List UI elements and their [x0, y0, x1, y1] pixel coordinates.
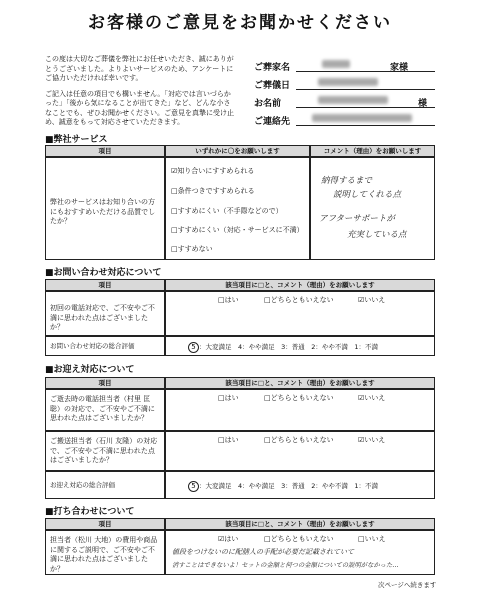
s3-q1-options: [165, 389, 435, 431]
s1-option-3[interactable]: □すすめにくい（不手際などので）: [171, 207, 283, 215]
s3-q1-neutral[interactable]: □どちらともいえない: [264, 394, 334, 402]
s1-comment-line-1: 納得するまで: [321, 176, 373, 186]
s2-rating-cell[interactable]: [165, 336, 435, 356]
s2-col-item: 項目: [45, 279, 165, 291]
family-name-field[interactable]: [240, 60, 435, 74]
s2-rating-scale: ：大変満足 4：やや満足 3：普通 2：やや不満 1：不満: [199, 343, 379, 351]
name-value: [318, 96, 388, 107]
s1-option-2[interactable]: □条件つきですすめられる: [171, 187, 255, 195]
contact-label: ご連絡先: [254, 117, 291, 127]
name-line: [296, 107, 435, 108]
name-field[interactable]: [240, 96, 435, 110]
family-name-label: ご葬家名: [254, 63, 291, 73]
name-label: お名前: [254, 99, 282, 109]
s4-comment-line-1: 値段をつけないのに配膳人の手配が必要だ記載されていて: [172, 548, 354, 556]
family-suffix: 家様: [390, 63, 409, 73]
section-pickup-heading: ■お迎え対応について: [45, 365, 135, 375]
family-name-value: [322, 60, 350, 71]
s4-q1-options: [165, 530, 435, 575]
s1-options-cell: [165, 157, 310, 260]
family-name-line: [296, 71, 435, 72]
s3-q1-no[interactable]: ☑いいえ: [358, 394, 386, 402]
s2-q1: 初回の電話対応で、ご不安やご不満に思われた点はございましたか？: [50, 304, 155, 331]
s2-q1-options: [165, 291, 435, 336]
s4-q1-yes[interactable]: ☑はい: [218, 535, 239, 543]
page-title: お客様のご意見をお聞かせください: [88, 13, 392, 33]
s2-rating: [188, 342, 378, 353]
s3-q2-no[interactable]: ☑いいえ: [358, 436, 386, 444]
s3-q2-options: [165, 431, 435, 471]
s2-q1-cell: [45, 291, 165, 336]
funeral-date-label: ご葬儀日: [254, 81, 291, 91]
contact-field[interactable]: [240, 114, 435, 128]
intro-paragraph-2: ご記入は任意の項目でも構いません。「対応では言いづらかった」「後から気になることが出てきた」など、どんな小さなことでも、ぜひお聞かせください。ご意見を真摯に受け止め、誠意をもって対応させていただきます。: [45, 89, 234, 126]
intro-text: [45, 55, 235, 134]
s3-q3: お迎え対応の総合評価: [50, 481, 115, 489]
s4-q1-neutral[interactable]: □どちらともいえない: [264, 535, 334, 543]
name-suffix: 様: [418, 99, 428, 109]
contact-line: [296, 125, 435, 126]
funeral-date-field[interactable]: [240, 78, 435, 92]
funeral-date-line: [296, 89, 435, 90]
section-service-heading: ■弊社サービス: [45, 135, 108, 145]
s1-option-1[interactable]: ☑知り合いにすすめられる: [171, 167, 255, 175]
s3-q3-cell: [45, 471, 165, 499]
s3-q1: ご逝去時の電話担当者（村里 匡聡）の対応で、ご不安やご不満に思われた点はございましたか？: [50, 395, 155, 422]
s1-option-5[interactable]: □すすめない: [171, 245, 213, 253]
section-inquiry-heading: ■お問い合わせ対応について: [45, 268, 162, 278]
section-meeting-heading: ■打ち合わせについて: [45, 507, 135, 517]
s1-col-comment: コメント（理由）をお願いします: [310, 145, 435, 157]
continue-note: 次ページへ続きます: [378, 581, 437, 589]
s3-q2-neutral[interactable]: □どちらともいえない: [264, 436, 334, 444]
funeral-date-value: [318, 78, 378, 89]
s2-q1-no[interactable]: ☑いいえ: [358, 296, 386, 304]
s2-q2: お問い合わせ対応の総合評価: [50, 342, 135, 350]
s3-rating-selected: 5: [188, 481, 199, 492]
s1-option-4[interactable]: □すすめにくい（対応・サービスに不満）: [171, 226, 304, 234]
s2-q2-cell: [45, 336, 165, 356]
s3-rating: [188, 481, 378, 492]
s3-q1-yes[interactable]: □はい: [218, 394, 239, 402]
s2-rating-selected: 5: [188, 342, 199, 353]
s4-q1: 担当者（松川 大地）の費用や商品に関するご説明で、ご不安やご不満に思われた点はございましたか？: [50, 536, 158, 573]
s1-comment-line-4: 充実している点: [347, 230, 407, 240]
s1-comment-line-2: 説明してくれる点: [333, 190, 402, 200]
intro-paragraph-1: この度は大切なご葬儀を弊社にお任せいただき、誠にありがとうございました。よりよいサービスのため、アンケートにご協力いただければ幸いです。: [45, 55, 234, 82]
s1-question: 弊社のサービスはお知り合いの方にもおすすめいただける品質でしたか？: [50, 198, 156, 225]
s4-q1-cell: [45, 530, 165, 575]
contact-value: [312, 114, 412, 125]
s2-q1-yes[interactable]: □はい: [218, 296, 239, 304]
s2-col-choice: 該当項目に□と、コメント（理由）をお願いします: [165, 279, 435, 291]
s4-comment-line-2: 消すことはできないよ！セットの金額と何つの金額についての説明がなかった…: [172, 562, 399, 569]
s3-q2-yes[interactable]: □はい: [218, 436, 239, 444]
s3-rating-scale: ：大変満足 4：やや満足 3：普通 2：やや不満 1：不満: [199, 482, 379, 490]
s4-col-choice: 該当項目に□と、コメント（理由）をお願いします: [165, 518, 435, 530]
s4-col-item: 項目: [45, 518, 165, 530]
s3-q2: ご搬送担当者（石川 友隆）の対応で、ご不安やご不満に思われた点はございましたか？: [50, 437, 158, 464]
s3-q2-cell: [45, 431, 165, 471]
s4-q1-no[interactable]: □いいえ: [358, 535, 386, 543]
s3-q1-cell: [45, 389, 165, 431]
s1-comment-line-3: アフターサポートが: [319, 214, 395, 224]
s1-comment-cell[interactable]: [310, 157, 435, 260]
s1-col-item: 項目: [45, 145, 165, 157]
s1-col-choice: いずれかに〇をお願いします: [165, 145, 310, 157]
s3-col-item: 項目: [45, 377, 165, 389]
s3-rating-cell[interactable]: [165, 471, 435, 499]
s2-q1-neutral[interactable]: □どちらともいえない: [264, 296, 334, 304]
s3-col-choice: 該当項目に□と、コメント（理由）をお願いします: [165, 377, 435, 389]
s1-question-cell: [45, 157, 165, 260]
